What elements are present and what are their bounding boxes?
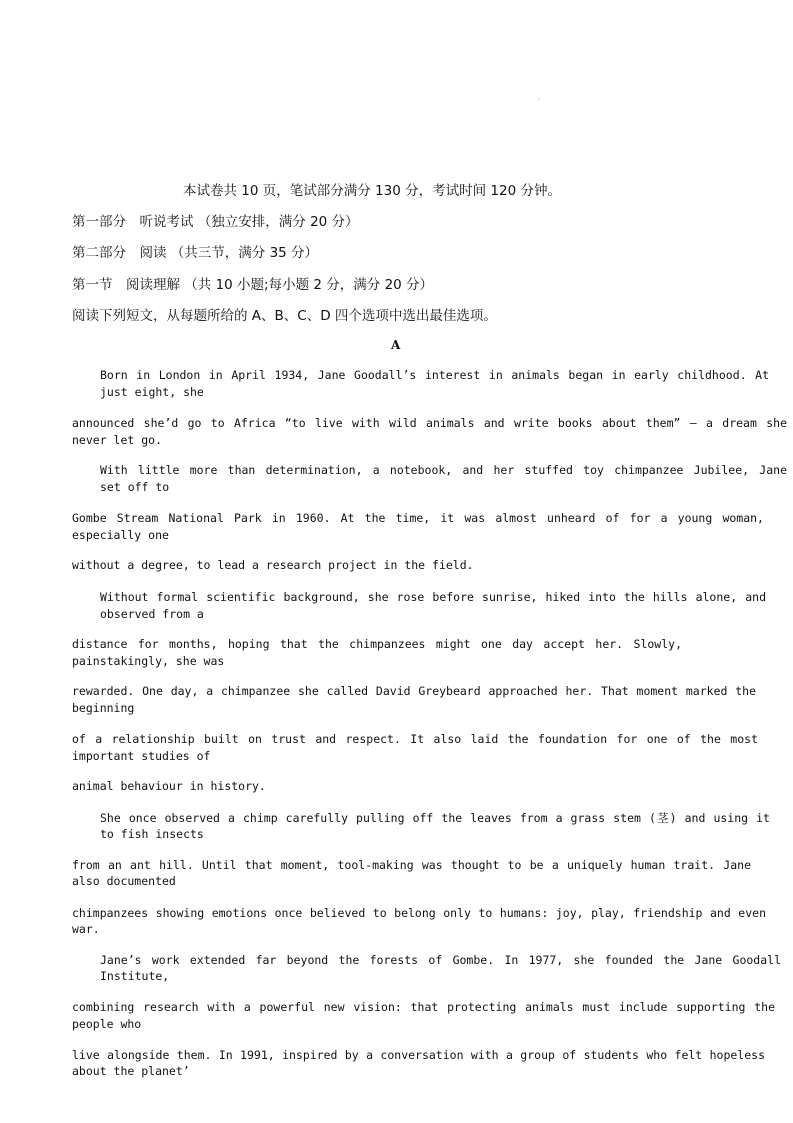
passage-line: from an ant hill. Until that moment, tool-making was thought to be a uniquely human trait. Jane: [72, 858, 751, 872]
passage-line: of a relationship built on trust and respect. It also laid the foundation for one of the most: [72, 732, 758, 746]
scan-speck: [538, 98, 540, 100]
passage-line: Gombe Stream National Park in 1960. At the time, it was almost unheard of for a young woman,: [72, 511, 764, 525]
passage-line: never let go.: [72, 433, 163, 447]
part1-heading: 第一部分 听说考试 （独立安排，满分 20 分）: [72, 214, 359, 230]
passage-line: Born in London in April 1934, Jane Goodall’s interest in animals began in early childhood. At: [100, 368, 769, 382]
passage-line: Institute,: [100, 969, 170, 983]
passage-line: Without formal scientific background, she rose before sunrise, hiked into the hills alone, and: [100, 590, 766, 604]
passage-line: painstakingly, she was: [72, 654, 225, 668]
passage-line: war.: [72, 922, 100, 936]
passage-line: observed from a: [100, 607, 204, 621]
passage-line: announced she’d go to Africa “to live with wild animals and write books about them” — a dream she: [72, 416, 787, 430]
passage-line: She once observed a chimp carefully pulling off the leaves from a grass stem (茎) and using it: [100, 811, 770, 825]
passage-line: people who: [72, 1017, 142, 1031]
passage-line: set off to: [100, 480, 170, 494]
passage-label: A: [391, 338, 401, 352]
passage-line: animal behaviour in history.: [72, 779, 266, 793]
reading-instruction: 阅读下列短文，从每题所给的 A、B、C、D 四个选项中选出最佳选项。: [72, 308, 497, 324]
passage-line: important studies of: [72, 749, 211, 763]
passage-line: about the planet’: [72, 1064, 190, 1078]
part2-heading: 第二部分 阅读 （共三节，满分 35 分）: [72, 245, 319, 261]
passage-line: live alongside them. In 1991, inspired by a conversation with a group of students who felt hopeless: [72, 1048, 765, 1062]
passage-line: rewarded. One day, a chimpanzee she called David Greybeard approached her. That moment marked the: [72, 684, 756, 698]
passage-line: just eight, she: [100, 385, 204, 399]
passage-line: With little more than determination, a notebook, and her stuffed toy chimpanzee Jubilee, Jane: [100, 463, 787, 477]
exam-intro: 本试卷共 10 页，笔试部分满分 130 分，考试时间 120 分钟。: [183, 183, 561, 199]
passage-line: beginning: [72, 701, 135, 715]
passage-line: distance for months, hoping that the chimpanzees might one day accept her. Slowly,: [72, 637, 682, 651]
passage-line: combining research with a powerful new vision: that protecting animals must include supporting the: [72, 1000, 775, 1014]
section1-heading: 第一节 阅读理解 （共 10 小题;每小题 2 分，满分 20 分）: [72, 277, 434, 293]
passage-line: Jane’s work extended far beyond the forests of Gombe. In 1977, she founded the Jane Goodall: [100, 953, 781, 967]
passage-line: without a degree, to lead a research project in the field.: [72, 558, 474, 572]
passage-line: especially one: [72, 528, 169, 542]
passage-line: to fish insects: [100, 827, 204, 841]
passage-line: also documented: [72, 874, 176, 888]
passage-line: chimpanzees showing emotions once believed to belong only to humans: joy, play, friendship and even: [72, 906, 766, 920]
